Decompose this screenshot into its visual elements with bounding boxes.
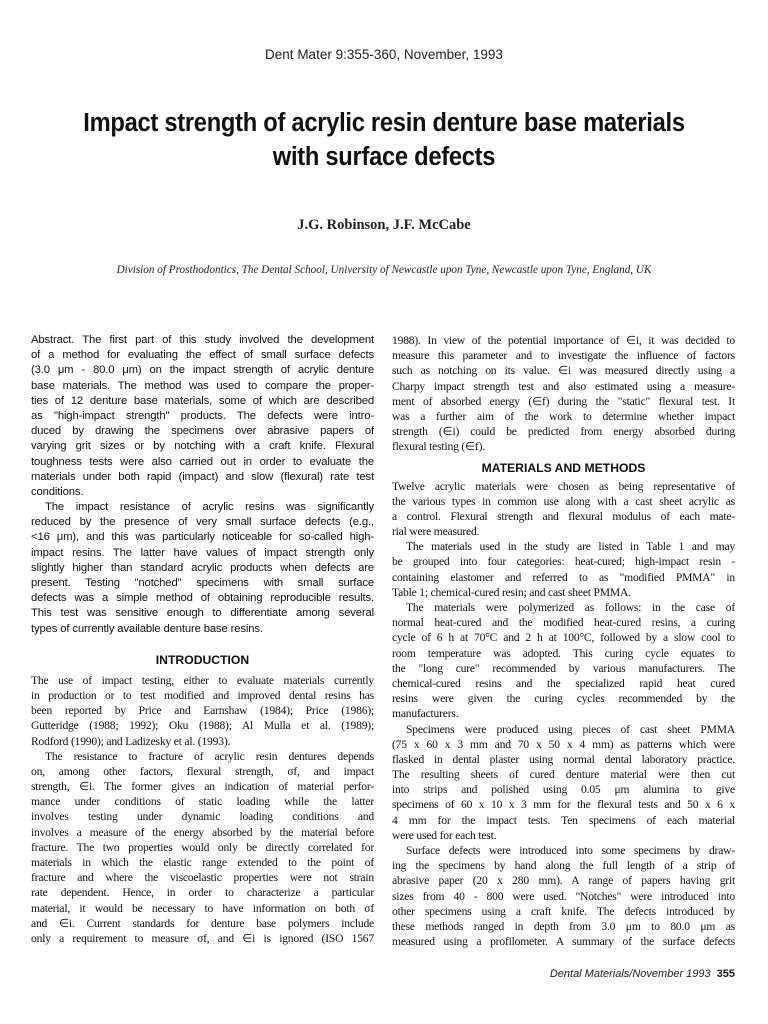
- abstract-line: materials under both rapid (impact) and slow (flexural) rate test: [31, 470, 374, 483]
- abstract-line: <16 μm), and this was particularly noticeable for so-called high-: [31, 531, 374, 544]
- abstract-line: impact resins. The latter have values of impact strength only: [31, 546, 374, 559]
- body-line: sizes from 40 - 800 were used. "Notches" were introduced into: [392, 889, 735, 903]
- body-line: measure this parameter and to investigate the influence of factors: [392, 349, 735, 363]
- abstract: [31, 333, 374, 637]
- article-title: [55, 106, 713, 174]
- page-number: 355: [716, 968, 735, 980]
- body-line: mance under conditions of static loading while the latter: [31, 795, 374, 809]
- abstract-line: of a method for evaluating the effect of small surface defects: [31, 349, 374, 362]
- abstract-line: Abstract. The first part of this study involved the development: [31, 334, 374, 346]
- body-line: a control. Flexural strength and flexural modulus of each mate-: [392, 509, 735, 523]
- section-heading-introduction: INTRODUCTION: [155, 652, 250, 667]
- left-column: [31, 333, 374, 946]
- body-line: the various types in common use along with a cast sheet acrylic as: [392, 494, 735, 508]
- body-line: was a further aim of the work to determine whether impact: [392, 409, 735, 423]
- page-footer: [550, 968, 735, 980]
- body-line: material, it would be necessary to have information on both σf: [31, 901, 374, 915]
- body-line: strength, ∈i. The former gives an indication of material perfor-: [31, 780, 374, 794]
- body-line: Gutteridge (1988; 1992); Oku (1988); Al Mulla et al. (1989);: [31, 719, 374, 733]
- body-line: chemical-cured resins and the specialized rapid heat cured: [392, 676, 735, 690]
- abstract-line: conditions.: [31, 485, 84, 498]
- body-line: resins were given the curing cycles recommended by the: [392, 692, 735, 706]
- abstract-line: ties of 12 denture base materials, some of which are described: [31, 394, 374, 407]
- body-line: Specimens were produced using pieces of cast sheet PMMA: [406, 722, 735, 736]
- body-line: other specimens using a craft knife. The defects introduced by: [392, 904, 735, 918]
- body-line: were used for each test.: [392, 828, 497, 842]
- body-line: into strips and polished using 0.05 μm alumina to give: [392, 783, 735, 797]
- body-line: measured using a profilometer. A summary of the surface defects: [392, 935, 735, 949]
- body-line: and ∈i. Current standards for denture base polymers include: [31, 916, 374, 930]
- body-line: rial were measured.: [392, 525, 480, 539]
- body-line: in production or to test modified and improved dental resins has: [31, 688, 374, 702]
- body-line: The use of impact testing, either to evaluate materials currently: [31, 673, 374, 687]
- body-line: flexural testing (∈f).: [392, 440, 485, 454]
- body-line: these methods ranged in depth from 3.0 μm to 80.0 μm as: [392, 919, 735, 933]
- body-line: abrasive paper (20 x 280 mm). A range of papers having grit: [392, 874, 735, 888]
- body-line: The resulting sheets of cured denture material were then cut: [392, 768, 735, 782]
- abstract-line: present. Testing "notched" specimens with small surface: [31, 577, 374, 589]
- body-line: normal heat-cured and the modified heat-cured resins, a curing: [392, 616, 735, 630]
- body-line: room temperature was adopted. This curing cycle equates to: [392, 646, 735, 660]
- abstract-line: varying grit sizes or by notching with a craft knife. Flexural: [31, 440, 374, 453]
- abstract-line: base materials. The method was used to compare the proper-: [31, 379, 374, 392]
- abstract-line: toughness tests were also carried out in order to evaluate the: [31, 455, 374, 468]
- body-line: strength (∈i) could be predicted from energy absorbed during: [392, 425, 735, 439]
- body-line: cycle of 6 h at 70°C and 2 h at 100°C, followed by a slow cool to: [392, 631, 735, 645]
- body-line: the "long cure" recommended by various manufacturers. The: [392, 661, 735, 675]
- body-line: The materials were polymerized as follows: in the case of: [406, 601, 735, 614]
- methods-text: [392, 479, 735, 950]
- journal-reference: Dent Mater 9:355-360, November, 1993: [265, 47, 503, 62]
- body-line: Surface defects were introduced into some specimens by draw-: [406, 844, 735, 857]
- abstract-line: as "high-impact strength" products. The defects were intro-: [31, 409, 374, 422]
- authors: J.G. Robinson, J.F. McCabe: [297, 217, 471, 233]
- body-line: The resistance to fracture of acrylic resin dentures depends: [45, 749, 374, 763]
- abstract-line: (3.0 μm - 80.0 μm) on the impact strength of acrylic denture: [31, 364, 374, 377]
- body-line: ing the specimens by hand along the full length of a strip of: [392, 859, 735, 873]
- body-line: ment of absorbed energy (∈f) during the "static" flexural test. It: [392, 394, 735, 408]
- abstract-line: This test was sensitive enough to differentiate among several: [31, 607, 374, 620]
- body-line: specimens of 60 x 10 x 3 mm for the flexural tests and 50 x 6 x: [392, 798, 735, 812]
- body-line: be grouped into four categories: heat-cured; high-impact resin -: [392, 555, 735, 569]
- body-line: 1988). In view of the potential importance of ∈i, it was decided to: [392, 334, 735, 347]
- body-line: Rodford (1990); and Ladizesky et al. (1993).: [31, 734, 231, 748]
- introduction-text: [31, 673, 374, 946]
- right-column: [392, 333, 735, 949]
- abstract-line: types of currently available denture base resins.: [31, 622, 263, 635]
- abstract-line: slightly higher than standard acrylic products when defects are: [31, 561, 374, 574]
- body-line: Table 1; chemical-cured resin; and cast sheet PMMA.: [392, 585, 631, 599]
- abstract-line: defects was a simple method of obtaining reproducible results.: [31, 592, 374, 605]
- body-line: fracture and where the viscoelastic properties were not strain: [31, 871, 374, 885]
- body-line: containing elastomer and referred to as "modified PMMA" in: [392, 570, 735, 584]
- body-line: rate dependent. Hence, in order to characterize a particular: [31, 886, 374, 900]
- body-line: fracture. The two properties would only be directly correlated for: [31, 840, 374, 854]
- body-line: involves a measure of the energy absorbed by the material before: [31, 825, 374, 839]
- body-line: materials in which the elastic range extended to the point of: [31, 856, 374, 869]
- body-line: involves testing under dynamic loading conditions and: [31, 810, 374, 824]
- affiliation: Division of Prosthodontics, The Dental School, University of Newcastle upon Tyne, Newcastle upon Tyne, England, UK: [116, 264, 652, 276]
- body-line: Twelve acrylic materials were chosen as being representative of: [392, 479, 735, 493]
- body-line: 4 mm for the impact tests. Ten specimens of each material: [392, 813, 735, 827]
- abstract-line: duced by drawing the specimens over abrasive papers of: [31, 425, 374, 438]
- title-line: with surface defects: [272, 143, 496, 171]
- body-line: Charpy impact strength test and also estimated using a measure-: [392, 379, 735, 393]
- footer-journal: Dental Materials/November 1993: [549, 968, 711, 980]
- body-line: been reported by Price and Earnshaw (1984); Price (1986);: [31, 704, 374, 718]
- body-line: manufacturers.: [392, 707, 459, 721]
- body-line: (75 x 60 x 3 mm and 70 x 50 x 4 mm) as patterns which were: [392, 737, 735, 751]
- body-line: such as notching on its value. ∈i was measured directly using a: [392, 364, 735, 378]
- body-line: only a requirement to measure σf, and ∈i is ignored (ISO 1567: [31, 931, 374, 945]
- section-heading-materials-methods: MATERIALS AND METHODS: [481, 460, 646, 475]
- introduction-continued: [392, 333, 735, 455]
- body-line: on, among other factors, flexural strength, σf, and impact: [31, 764, 374, 778]
- title-line: Impact strength of acrylic resin denture base materials: [83, 109, 685, 137]
- abstract-line: The impact resistance of acrylic resins was significantly: [45, 501, 374, 514]
- abstract-line: reduced by the presence of very small surface defects (e.g.,: [31, 516, 374, 529]
- body-line: flasked in dental plaster using normal dental laboratory practice.: [392, 752, 735, 766]
- body-line: The materials used in the study are listed in Table 1 and may: [406, 540, 735, 554]
